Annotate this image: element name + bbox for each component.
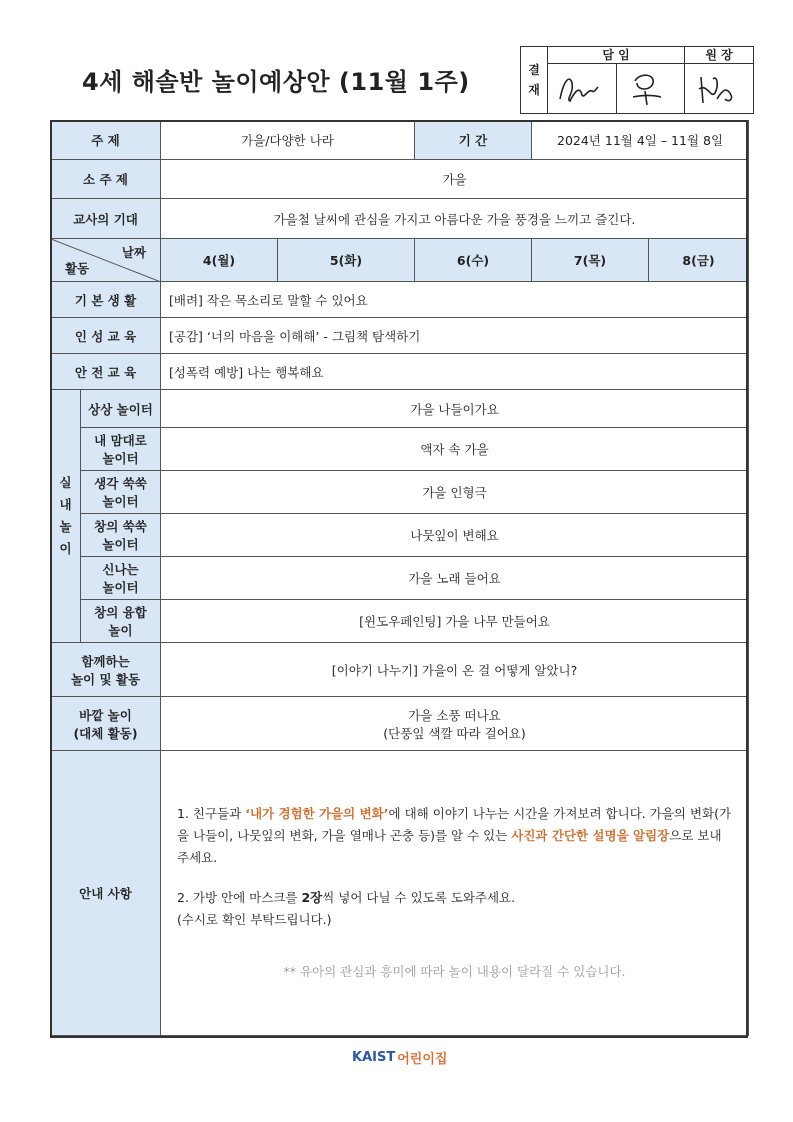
- signature-icon: [693, 69, 737, 107]
- notice-footnote: ** 유아의 관심과 흥미에 따라 놀이 내용이 달라질 수 있습니다.: [283, 964, 626, 979]
- topic-label: 주 제: [51, 121, 161, 160]
- indoor-label: 창의 융합 놀이: [81, 600, 161, 643]
- basic-life-label: 기 본 생 활: [51, 282, 161, 318]
- outdoor-value: 가을 소풍 떠나요 (단풍잎 색깔 따라 걸어요): [161, 697, 749, 751]
- approval-director-header: 원 장: [685, 47, 753, 64]
- days-corner: 날짜 활동: [51, 239, 161, 282]
- topic-value: 가을/다양한 나라: [161, 121, 415, 160]
- notice-content: [161, 751, 749, 1036]
- safety-value: [성폭력 예방] 나는 행복해요: [161, 354, 749, 390]
- day-header: 5(화): [278, 239, 415, 282]
- indoor-row: [51, 471, 749, 514]
- notice-row: [51, 751, 749, 1036]
- teacher-signature-1: [548, 63, 616, 113]
- indoor-value: 가을 노래 들어요: [161, 557, 749, 600]
- signature-icon: [625, 69, 669, 107]
- signature-icon: [556, 69, 600, 107]
- day-header: 4(월): [161, 239, 278, 282]
- day-header: 7(목): [532, 239, 649, 282]
- character-value: [공감] ‘너의 마음을 이해해’ - 그림책 탐색하기: [161, 318, 749, 354]
- indoor-value: 나뭇잎이 변해요: [161, 514, 749, 557]
- teacher-signature-2: [617, 63, 684, 113]
- indoor-label: 생각 쑥쑥 놀이터: [81, 471, 161, 514]
- together-value: [이야기 나누기] 가을이 온 걸 어떻게 알았니?: [161, 643, 749, 697]
- basic-life-value: [배려] 작은 목소리로 말할 수 있어요: [161, 282, 749, 318]
- indoor-group-label: 실 내 놀 이: [51, 390, 81, 643]
- day-header: 6(수): [415, 239, 532, 282]
- notice-label: 안내 사항: [51, 751, 161, 1036]
- together-label: 함께하는 놀이 및 활동: [51, 643, 161, 697]
- indoor-label: 신나는 놀이터: [81, 557, 161, 600]
- expectation-value: 가을철 날씨에 관심을 가지고 아름다운 가을 풍경을 느끼고 즐긴다.: [161, 199, 749, 239]
- days-row: [51, 239, 749, 282]
- indoor-row: [51, 514, 749, 557]
- character-row: [51, 318, 749, 354]
- safety-label: 안 전 교 육: [51, 354, 161, 390]
- indoor-row: [51, 390, 749, 428]
- indoor-value: 가을 인형극: [161, 471, 749, 514]
- notice-paragraph-1: 1. 친구들과 ‘내가 경험한 가을의 변화’에 대해 이야기 나누는 시간을 가져보려 합니다. 가을의 변화(가을 나들이, 나뭇잎의 변화, 가을 열매나 곤충 등)를 알 수 있는 사진과 간단한 설명을 알림장으로 보내주세요.: [177, 806, 732, 865]
- expectation-label: 교사의 기대: [51, 199, 161, 239]
- day-header: 8(금): [649, 239, 749, 282]
- subtopic-value: 가을: [161, 160, 749, 199]
- indoor-row: [51, 428, 749, 471]
- indoor-row: [51, 600, 749, 643]
- subtopic-row: [51, 160, 749, 199]
- indoor-row: [51, 557, 749, 600]
- indoor-label: 창의 쑥쑥 놀이터: [81, 514, 161, 557]
- page-title: 4세 해솔반 놀이예상안 (11월 1주): [82, 68, 470, 96]
- safety-row: [51, 354, 749, 390]
- period-value: 2024년 11월 4일 – 11월 8일: [532, 121, 749, 160]
- outdoor-label: 바깥 놀이 (대체 활동): [51, 697, 161, 751]
- period-label: 기 간: [415, 121, 532, 160]
- indoor-value: 가을 나들이가요: [161, 390, 749, 428]
- indoor-value: [윈도우페인팅] 가을 나무 만들어요: [161, 600, 749, 643]
- together-row: [51, 643, 749, 697]
- basic-life-row: [51, 282, 749, 318]
- character-label: 인 성 교 육: [51, 318, 161, 354]
- indoor-label: 내 맘대로 놀이터: [81, 428, 161, 471]
- approval-side-label: 결 재: [521, 47, 548, 113]
- approval-box: [520, 46, 754, 114]
- topic-row: [51, 121, 749, 160]
- indoor-value: 액자 속 가을: [161, 428, 749, 471]
- indoor-label: 상상 놀이터: [81, 390, 161, 428]
- expectation-row: [51, 199, 749, 239]
- plan-table: [50, 120, 749, 1036]
- director-signature: [685, 63, 753, 113]
- notice-paragraph-2: 2. 가방 안에 마스크를 2장씩 넣어 다닐 수 있도록 도와주세요. (수시로 확인 부탁드립니다.): [177, 890, 516, 927]
- subtopic-label: 소 주 제: [51, 160, 161, 199]
- approval-teacher-header: 담 임: [548, 47, 684, 64]
- kaist-logo: KAIST 어린이집: [352, 1050, 448, 1067]
- outdoor-row: [51, 697, 749, 751]
